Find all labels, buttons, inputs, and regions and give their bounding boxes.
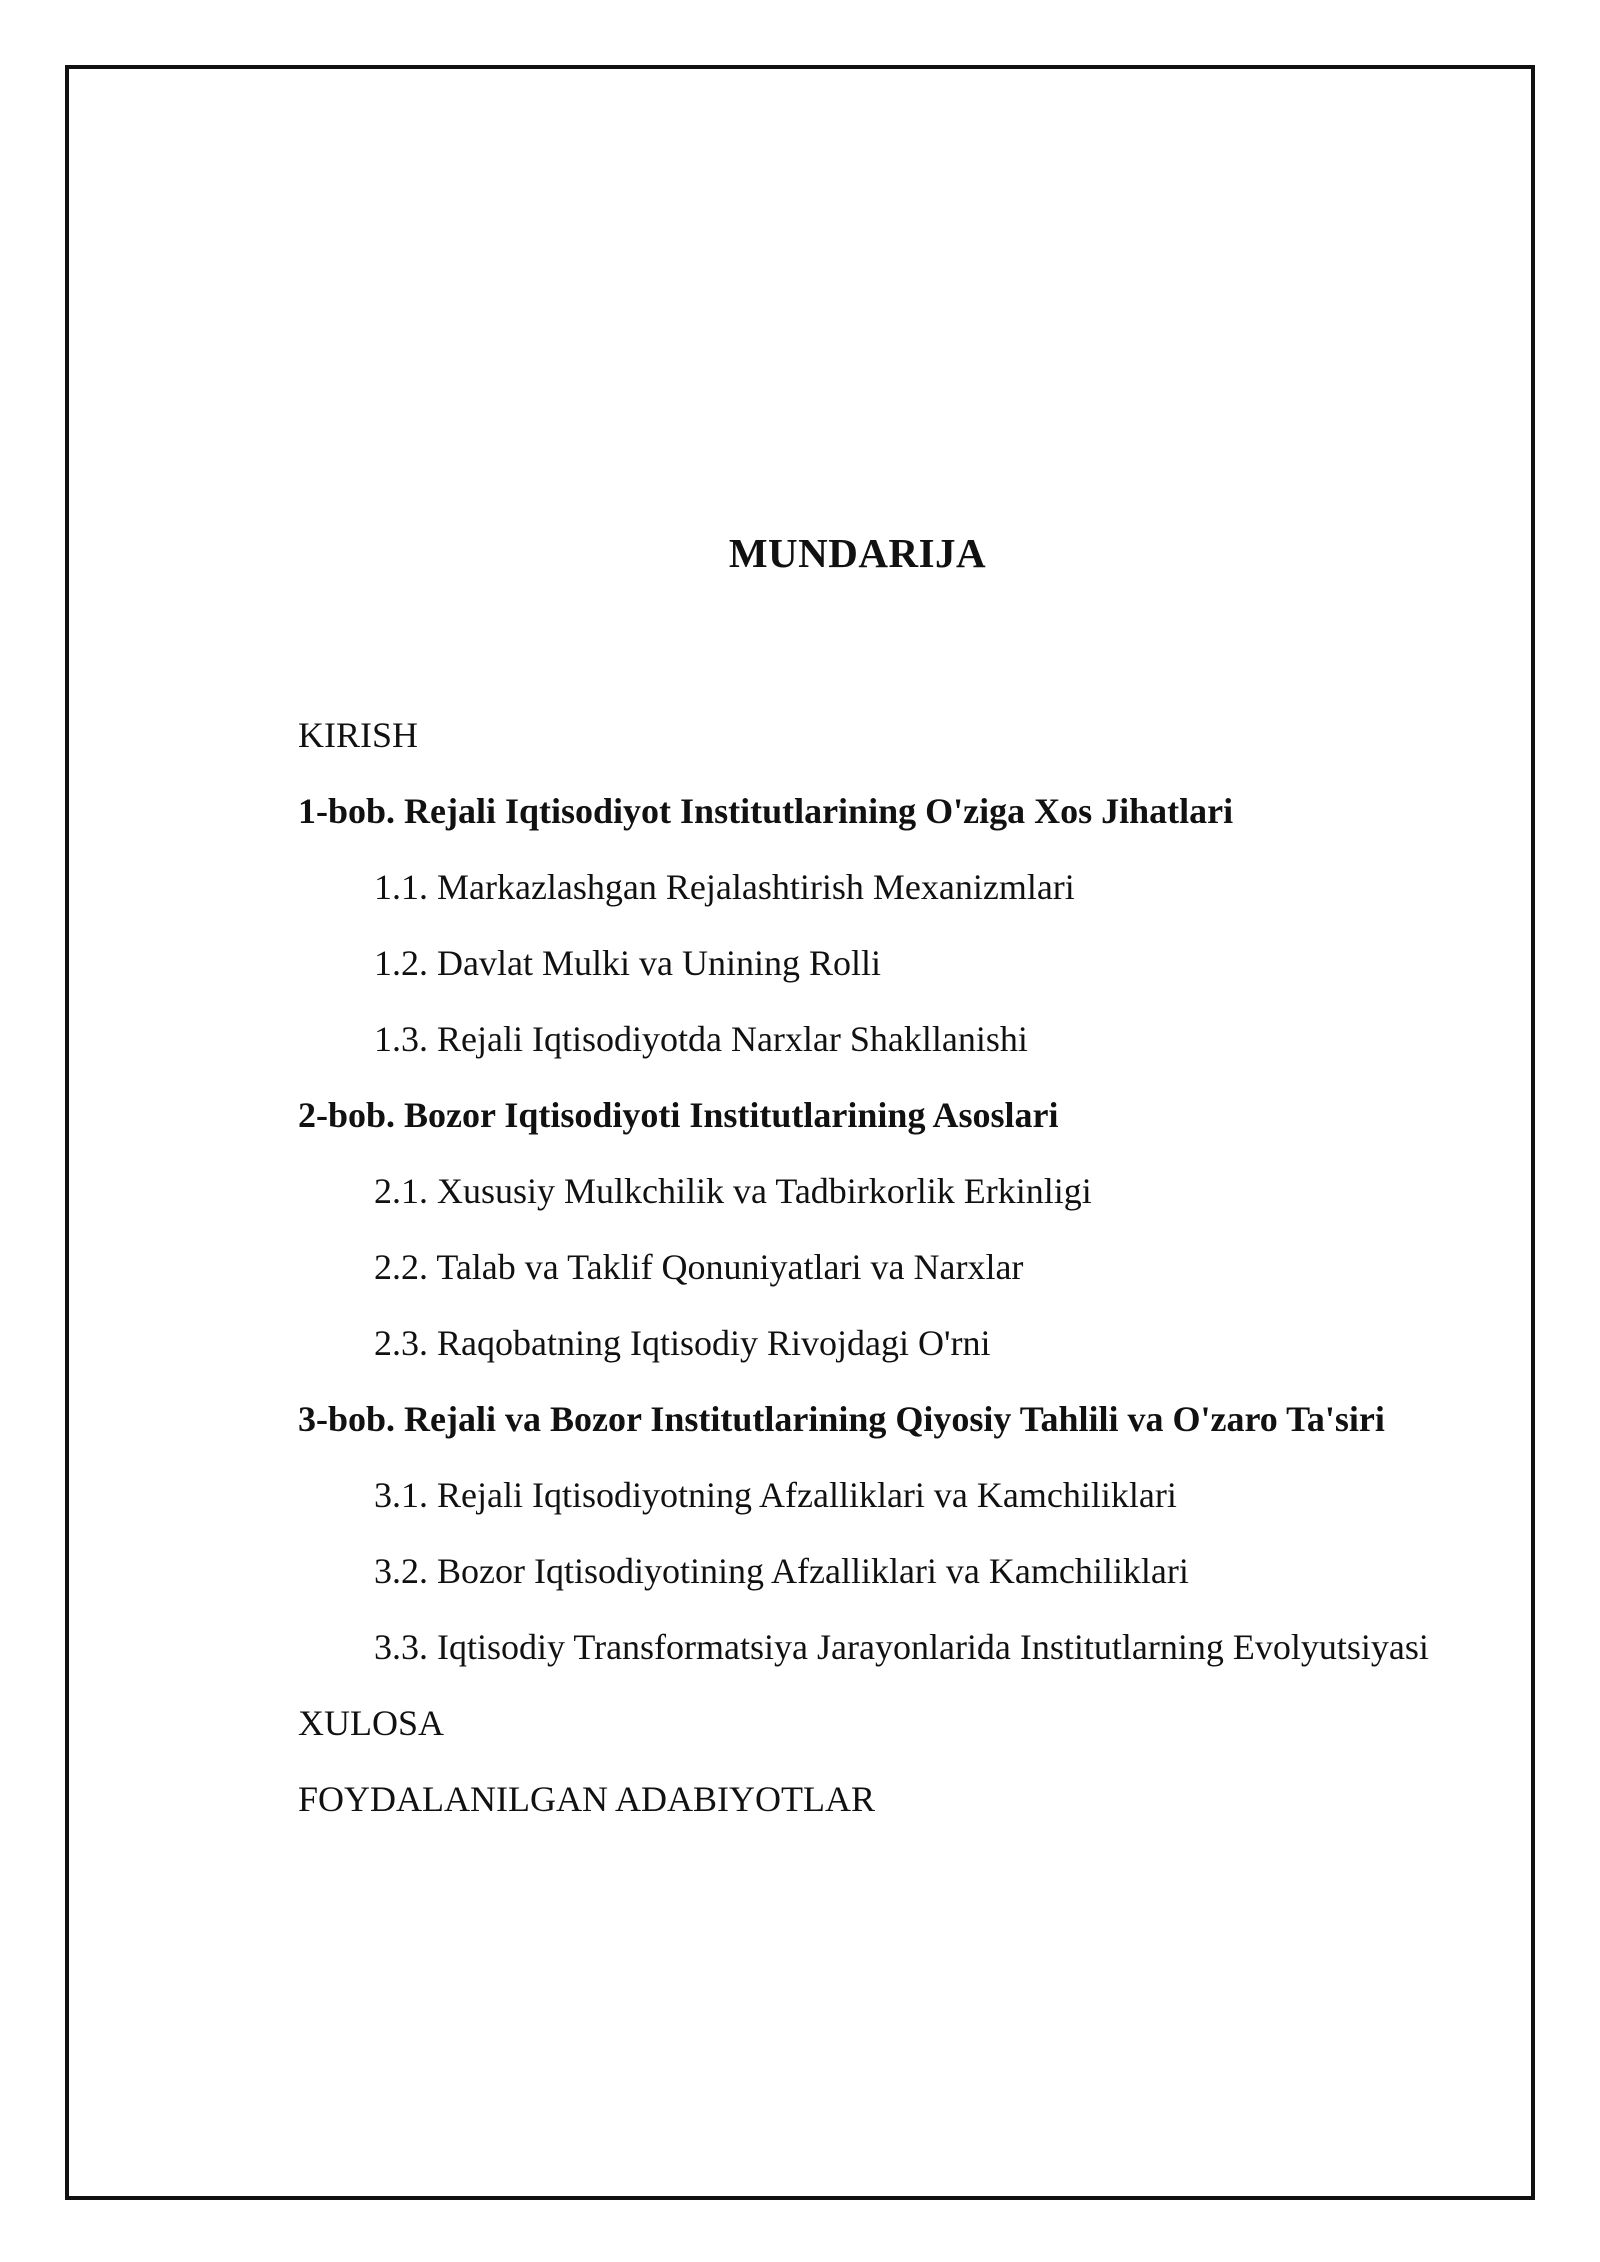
toc-section-1-1: 1.1. Markazlashgan Rejalashtirish Mexanizmlari xyxy=(374,867,1075,907)
page-border-frame xyxy=(65,65,1535,2200)
toc-entry-references: FOYDALANILGAN ADABIYOTLAR xyxy=(298,1779,875,1819)
table-of-contents xyxy=(298,711,1558,1851)
page-title: MUNDARIJA xyxy=(728,530,987,576)
toc-entry-introduction: KIRISH xyxy=(298,715,419,755)
toc-section-3-2: 3.2. Bozor Iqtisodiyotining Afzalliklari va Kamchiliklari xyxy=(374,1551,1189,1591)
toc-chapter-3: 3-bob. Rejali va Bozor Institutlarining Qiyosiy Tahlili va O'zaro Ta'siri xyxy=(298,1399,1385,1439)
toc-chapter-1: 1-bob. Rejali Iqtisodiyot Institutlarining O'ziga Xos Jihatlari xyxy=(298,791,1234,831)
toc-entry-conclusion: XULOSA xyxy=(298,1703,445,1743)
toc-section-3-1: 3.1. Rejali Iqtisodiyotning Afzalliklari va Kamchiliklari xyxy=(374,1475,1177,1515)
toc-section-1-3: 1.3. Rejali Iqtisodiyotda Narxlar Shakllanishi xyxy=(374,1019,1028,1059)
toc-section-2-3: 2.3. Raqobatning Iqtisodiy Rivojdagi O'rni xyxy=(374,1323,991,1363)
toc-section-1-2: 1.2. Davlat Mulki va Unining Rolli xyxy=(374,943,881,983)
toc-chapter-2: 2-bob. Bozor Iqtisodiyoti Institutlarining Asoslari xyxy=(298,1095,1059,1135)
toc-section-2-2: 2.2. Talab va Taklif Qonuniyatlari va Narxlar xyxy=(374,1247,1024,1287)
toc-section-2-1: 2.1. Xususiy Mulkchilik va Tadbirkorlik Erkinligi xyxy=(374,1171,1092,1211)
toc-section-3-3: 3.3. Iqtisodiy Transformatsiya Jarayonlarida Institutlarning Evolyutsiyasi xyxy=(374,1627,1429,1667)
